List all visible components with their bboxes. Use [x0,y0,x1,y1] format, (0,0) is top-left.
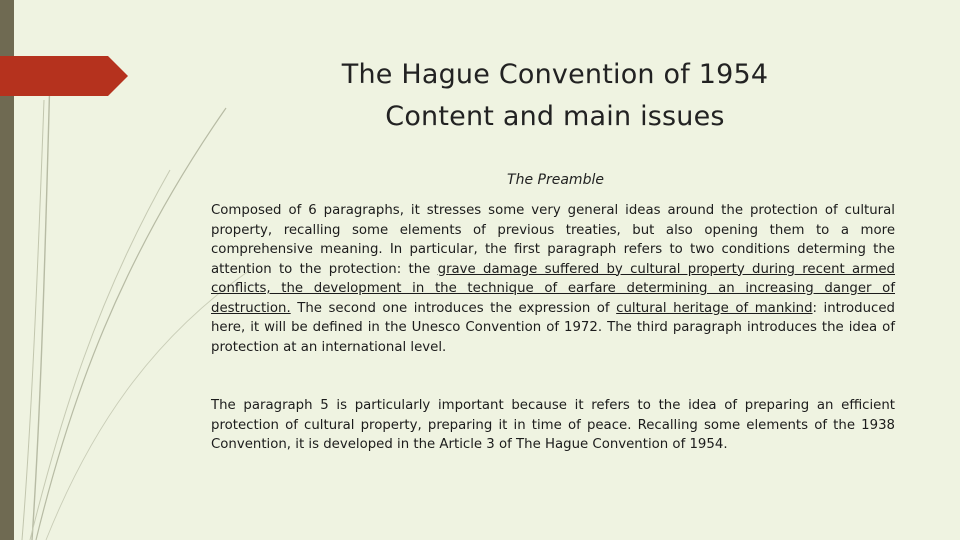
title-line-1: The Hague Convention of 1954 [341,59,769,90]
p1-text-1: Composed of 6 paragraphs, it stresses some very general ideas around the protection of cultural property, recalling some elements of previous treaties, but also opening them to a more comprehensive meaning. In particular, the first paragraph refers to two conditions determing the attention to the protection: the [211,203,895,277]
p1-text-3: : introduced here, it will be defined in the Unesco Convention of 1972. The third paragraph introduces the idea of protection at an international level. [211,300,895,355]
paragraph-preamble [211,201,895,357]
title-line-2: Content and main issues [385,101,725,132]
p1-underlined-1: grave damage suffered by cultural property during recent armed conflicts, the development in the technique of earfare determining an increasing danger of destruction. [211,261,895,316]
slide-title [280,54,830,138]
p1-text-2: The second one introduces the expression of [290,300,617,316]
paragraph-five: The paragraph 5 is particularly important because it refers to the idea of preparing an efficient protection of cultural property, preparing it in time of peace. Recalling some elements of the 1938 Convention, it is developed in the Article 3 of The Hague Convention of 1954. [211,398,895,452]
title-ribbon-arrow [0,56,130,96]
section-subtitle: The Preamble [507,172,604,188]
p1-underlined-2: cultural heritage of mankind [616,300,813,316]
